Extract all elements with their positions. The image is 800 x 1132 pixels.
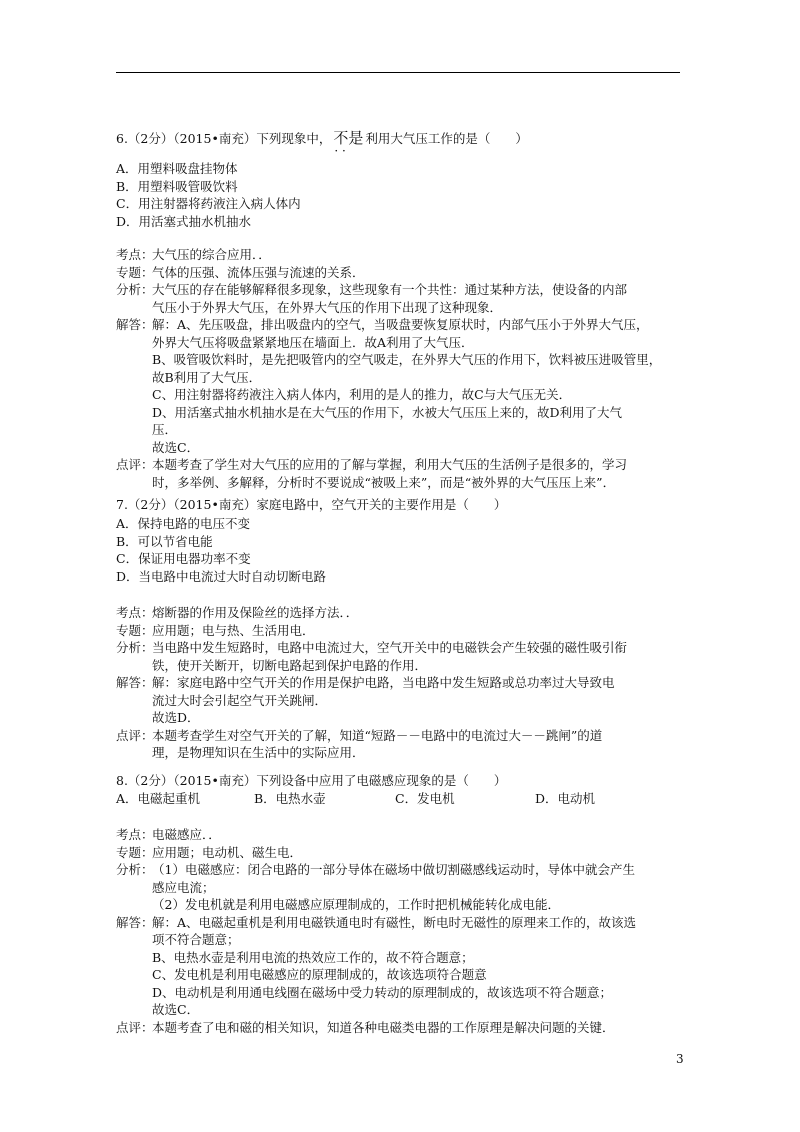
jieda-text: 故选C． <box>152 439 200 455</box>
jieda-text: 解：A、电磁起重机是利用电磁铁通电时有磁性，断电时无磁性的原理来工作的，故该选 <box>152 914 637 930</box>
zhuanti-label: 专题： <box>116 622 154 638</box>
question-7 <box>116 496 696 514</box>
jieda-label: 解答： <box>116 675 154 690</box>
question-6-title-post: 利用大气压工作的是（ ） <box>365 131 528 146</box>
jieda-text: 解：家庭电路中空气开关的作用是保护电路，当电路中发生短路或总功率过大导致电 <box>152 675 615 690</box>
fenxi-text: 感应电流； <box>152 879 215 895</box>
zhuanti-row <box>116 844 696 862</box>
jieda-row <box>116 674 696 692</box>
dianping-text: 本题考查了电和磁的相关知识，知道各种电磁类电器的工作原理是解决问题的关键． <box>152 1019 615 1035</box>
dianping-label: 点评： <box>116 1019 154 1035</box>
question-6-title-pre: 6.（2分）（2015•南充）下列现象中， <box>116 131 332 146</box>
question-6-title <box>116 130 696 148</box>
option-b: B．电热水壶 <box>254 790 326 806</box>
fenxi-text: （2）发电机就是利用电磁感应原理制成的，工作时把机械能转化成电能． <box>152 897 560 912</box>
page-number: 3 <box>676 1052 684 1066</box>
kaodian-label: 考点： <box>116 827 154 842</box>
fenxi-text: 大气压的存在能够解释很多现象，这些现象有一个共性：通过某种方法，使设备的内部 <box>152 282 628 297</box>
dianping-text: 本题考查学生对空气开关的了解，知道“短路－－电路中的电流过大－－跳闸”的道 <box>152 727 603 743</box>
dianping-row <box>116 727 696 745</box>
jieda-text: B、电热水壶是利用电流的热效应工作的，故不符合题意； <box>152 949 474 965</box>
kaodian-row <box>116 246 696 264</box>
dianping-text: 理，是物理知识在生活中的实际应用． <box>152 745 365 760</box>
fenxi-row <box>116 861 696 879</box>
question-6-options <box>116 160 696 230</box>
kaodian-text: 电磁感应．． <box>152 827 221 842</box>
jieda-text: 故选D． <box>152 710 200 725</box>
header-rule <box>116 72 680 73</box>
option-c: C．发电机 <box>395 790 455 806</box>
jieda-text: 故B利用了大气压． <box>152 369 262 385</box>
question-8-options <box>116 790 696 808</box>
option-d: D．当电路中电流过大时自动切断电路 <box>116 568 327 584</box>
jieda-text: D、电动机是利用通电线圈在磁场中受力转动的原理制成的，故该选项不符合题意； <box>152 984 613 1000</box>
option-c: C．保证用电器功率不变 <box>116 551 251 566</box>
jieda-text: 外界大气压将吸盘紧紧地压在墙面上．故A利用了大气压． <box>152 334 474 350</box>
option-c: C．用注射器将药液注入病人体内 <box>116 196 301 211</box>
dianping-text: 时，多举例、多解释，分析时不要说成“被吸上来”，而是“被外界的大气压压上来”． <box>152 474 616 490</box>
jieda-text: 项不符合题意； <box>152 932 240 947</box>
dianping-row <box>116 456 696 474</box>
fenxi-row <box>116 639 696 657</box>
emphasized-not: 不是 · · <box>333 130 363 148</box>
option-b: B．用塑料吸管吸饮料 <box>116 178 238 194</box>
jieda-text: 压． <box>152 422 178 437</box>
kaodian-label: 考点： <box>116 247 154 262</box>
option-d: D．用活塞式抽水机抽水 <box>116 213 252 229</box>
fenxi-row <box>116 281 696 299</box>
fenxi-text: （1）电磁感应：闭合电路的一部分导体在磁场中做切割磁感线运动时，导体中就会产生 <box>152 862 635 877</box>
option-d: D．电动机 <box>535 790 596 806</box>
fenxi-text: 气压小于外界大气压，在外界大气压的作用下出现了这种现象． <box>152 299 503 315</box>
kaodian-text: 大气压的综合应用．． <box>152 247 271 262</box>
question-7-title: 7.（2分）（2015•南充）家庭电路中，空气开关的主要作用是（ ） <box>116 497 507 512</box>
zhuanti-text: 应用题；电与热、生活用电． <box>152 622 315 638</box>
zhuanti-label: 专题： <box>116 264 154 280</box>
question-8-solution <box>116 826 696 1036</box>
kaodian-text: 熔断器的作用及保险丝的选择方法．． <box>152 605 359 620</box>
jieda-text: 解：A、先压吸盘，排出吸盘内的空气，当吸盘要恢复原状时，内部气压小于外界大气压， <box>152 317 649 332</box>
dianping-label: 点评： <box>116 457 154 472</box>
fenxi-label: 分析： <box>116 282 154 297</box>
dianping-label: 点评： <box>116 727 154 743</box>
kaodian-row <box>116 826 696 844</box>
option-a: A．电磁起重机 <box>116 790 201 806</box>
jieda-label: 解答： <box>116 317 154 332</box>
zhuanti-text: 气体的压强、流体压强与流速的关系． <box>152 264 365 280</box>
kaodian-row <box>116 604 696 622</box>
question-7-options <box>116 515 696 585</box>
jieda-row <box>116 316 696 334</box>
zhuanti-row <box>116 264 696 282</box>
zhuanti-row <box>116 622 696 640</box>
fenxi-label: 分析： <box>116 862 154 877</box>
jieda-text: C、用注射器将药液注入病人体内，利用的是人的推力，故C与大气压无关． <box>152 387 572 402</box>
jieda-text: C、发电机是利用电磁感应的原理制成的，故该选项符合题意 <box>152 967 487 982</box>
jieda-text: 故选C． <box>152 1002 200 1017</box>
zhuanti-label: 专题： <box>116 844 154 860</box>
dianping-text: 本题考查了学生对大气压的应用的了解与掌握，利用大气压的生活例子是很多的，学习 <box>152 457 628 472</box>
jieda-text: B、吸管吸饮料时，是先把吸管内的空气吸走，在外界大气压的作用下，饮料被压进吸管里， <box>152 352 662 367</box>
question-7-solution <box>116 604 696 762</box>
option-a: A．保持电路的电压不变 <box>116 516 251 531</box>
fenxi-text: 当电路中发生短路时，电路中电流过大，空气开关中的电磁铁会产生较强的磁性吸引衔 <box>152 640 628 655</box>
jieda-label: 解答： <box>116 914 154 930</box>
dianping-row <box>116 1019 696 1037</box>
question-6 <box>116 130 696 148</box>
fenxi-text: 铁，使开关断开，切断电路起到保护电路的作用． <box>152 657 428 673</box>
fenxi-label: 分析： <box>116 640 154 655</box>
option-b: B．可以节省电能 <box>116 533 213 549</box>
question-6-solution <box>116 246 696 491</box>
jieda-text: 流过大时会引起空气开关跳闸． <box>152 692 328 708</box>
option-a: A．用塑料吸盘挂物体 <box>116 161 238 176</box>
kaodian-label: 考点： <box>116 605 154 620</box>
jieda-row <box>116 914 696 932</box>
question-8 <box>116 772 696 807</box>
jieda-text: D、用活塞式抽水机抽水是在大气压的作用下，水被大气压压上来的，故D利用了大气 <box>152 404 623 420</box>
question-8-title: 8.（2分）（2015•南充）下列设备中应用了电磁感应现象的是（ ） <box>116 773 507 788</box>
zhuanti-text: 应用题；电动机、磁生电． <box>152 844 303 860</box>
